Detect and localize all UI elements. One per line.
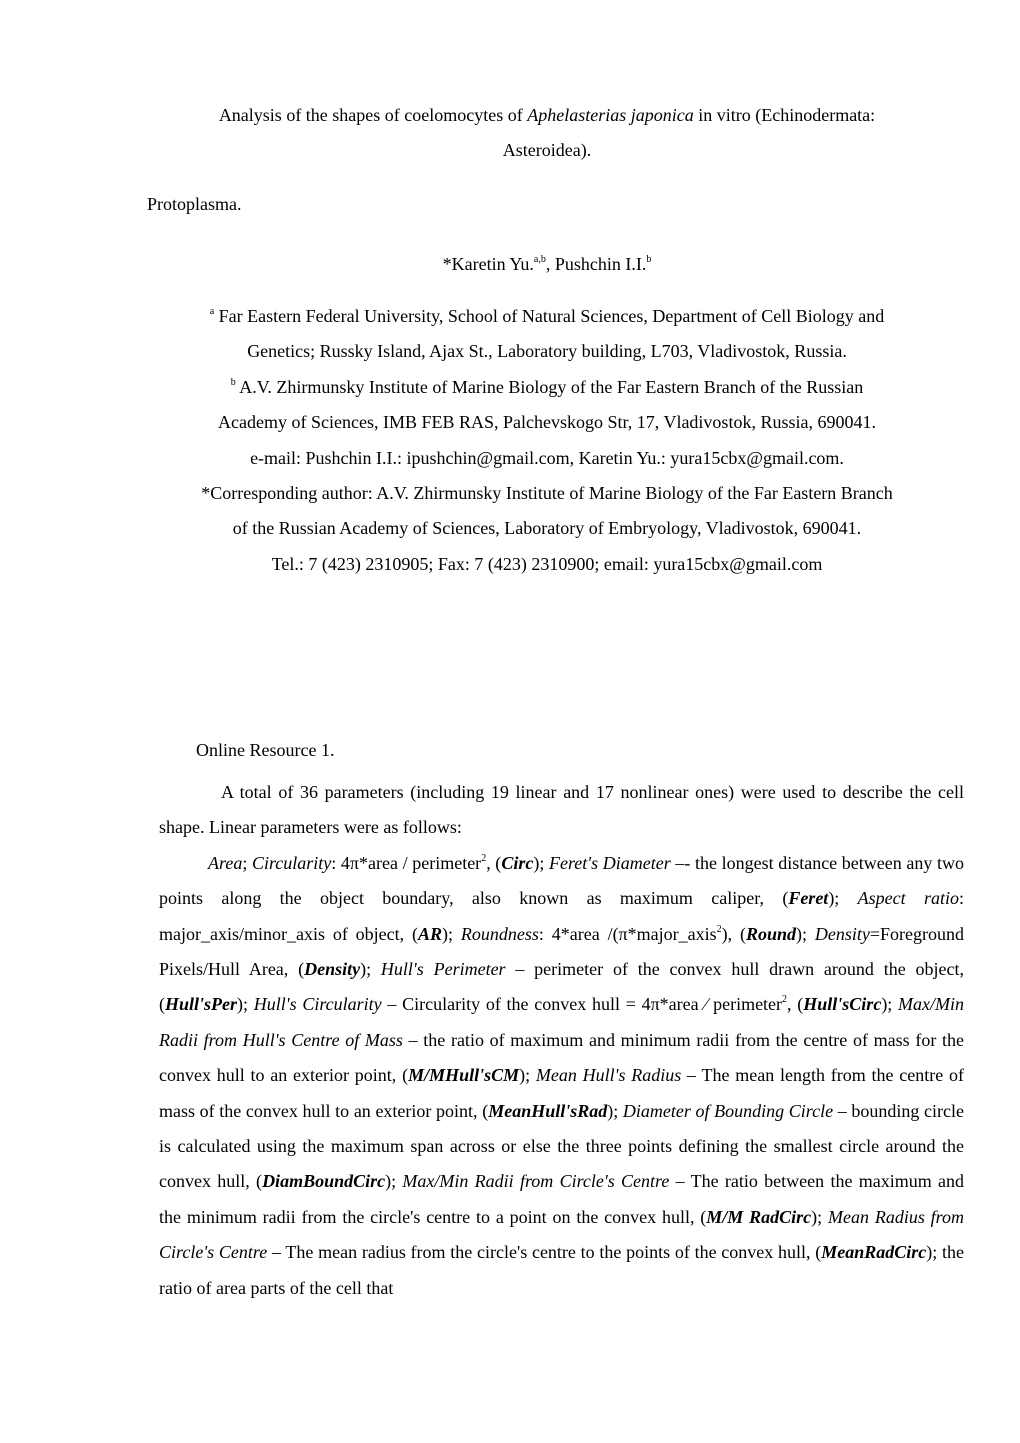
journal-name: Protoplasma. xyxy=(147,194,242,214)
corresponding-author-line-2: of the Russian Academy of Sciences, Laboratory of Embryology, Vladivostok, 690041. xyxy=(232,518,862,539)
parameters-paragraph: Area; Circularity: 4π*area / perimeter$^2$, (Circ); Feret's Diameter –- the longest distance between any two points along the object boundary, also known as maximum caliper, (Feret); Aspect ratio: major_axis/minor_axis of object, (AR); Roundness: 4*area /(π*major_axis$^2$), (Round); Density=Foreground Pixels/Hull Area, (Density); Hull's Perimeter – perimeter of the convex hull drawn around the object, (Hull'sPer); Hull's Circularity – Circularity of the convex hull = 4π*area ⁄ perimeter$^2$, (Hull'sCirc); Max/Min Radii from Hull's Centre of Mass – the ratio of maximum and minimum radii from the centre of mass for the convex hull to an exterior point, (M/MHull'sCM); Mean Hull's Radius – The mean length from the centre of mass of the convex hull to an exterior point, (MeanHull'sRad); Diameter of Bounding Circle – bounding circle is calculated using the maximum span across or else the three points defining the smallest circle around the convex hull, (DiamBoundCirc); Max/Min Radii from Circle's Centre – The ratio between the maximum and the minimum radii from the circle's centre to a point on the convex hull, (M/M RadCirc); Mean Radius from Circle's Centre – The mean radius from the circle's centre to the points of the convex hull, (MeanRadCirc); the ratio of area parts of the cell that xyxy=(159,852,965,1298)
abbr-hull-circ: Hull'sCirc xyxy=(803,994,882,1015)
hull-circularity-description: – Circularity of the convex hull = 4π*area ⁄ perimeter xyxy=(381,994,783,1015)
abbr-ar: AR xyxy=(418,923,443,944)
param-diameter-bounding-circle: Diameter of Bounding Circle xyxy=(622,1100,834,1121)
param-feret: Feret's Diameter xyxy=(548,852,671,873)
contact-line: Tel.: 7 (423) 2310905; Fax: 7 (423) 2310900; email: yura15cbx@gmail.com xyxy=(271,553,823,574)
affiliation-a-line-2: Genetics; Russky Island, Ajax St., Laboratory building, L703, Vladivostok, Russia. xyxy=(247,341,847,362)
param-roundness: Roundness xyxy=(460,923,539,944)
param-max-min-circle: Max/Min Radii from Circle's Centre xyxy=(402,1171,670,1192)
paper-title xyxy=(140,98,954,168)
hull-perimeter-description: – perimeter of the convex hull drawn around the object, ( xyxy=(159,959,964,1015)
author-pushchin: Pushchin I.I. xyxy=(554,254,647,274)
paragraph-tail: ); the ratio of area parts of the cell that xyxy=(159,1242,965,1298)
param-hull-perimeter: Hull's Perimeter xyxy=(380,959,506,980)
superscript-2: 2 xyxy=(481,852,487,864)
author-list xyxy=(140,254,954,275)
superscript-2: 2 xyxy=(716,923,722,935)
title-text-cont: in vitro (Echinodermata: xyxy=(693,105,876,125)
density-description: =Foreground Pixels/Hull Area, ( xyxy=(159,923,964,980)
abbr-feret: Feret xyxy=(788,888,829,909)
param-density: Density xyxy=(814,923,870,944)
roundness-description: : 4*area /(π*major_axis xyxy=(538,923,717,944)
author-2-affiliation-mark: b xyxy=(646,254,652,265)
mean-radius-description: – The mean radius from the circle's centre to the points of the convex hull, ( xyxy=(267,1242,822,1263)
intro-paragraph: A total of 36 parameters (including 19 linear and 17 nonlinear ones) were used to describe the cell shape. Linear parameters were as follows: xyxy=(159,782,964,838)
abbr-round: Round xyxy=(745,923,797,944)
abbr-mean-hull-rad: MeanHull'sRad xyxy=(488,1100,608,1121)
param-area: Area xyxy=(208,852,243,873)
body-text xyxy=(159,775,964,1306)
abbr-hull-per: Hull'sPer xyxy=(165,994,238,1015)
mean-hull-radius-description: – The mean length from the centre of mass of the convex hull to an exterior point, ( xyxy=(159,1065,964,1121)
param-aspect-ratio: Aspect ratio xyxy=(857,888,959,909)
affiliation-b-text: A.V. Zhirmunsky Institute of Marine Biology of the Far Eastern Branch of the Russian xyxy=(235,376,864,397)
param-mean-radius-circle: Mean Radius from Circle's Centre xyxy=(159,1206,964,1263)
title-text: Analysis of the shapes of coelomocytes of xyxy=(218,105,528,125)
abbr-mmhull: M/MHull'sCM xyxy=(408,1065,520,1086)
affiliation-a-text: Far Eastern Federal University, School of Natural Sciences, Department of Cell Biology and xyxy=(214,306,885,326)
circularity-formula: : 4π*area / perimeter xyxy=(331,852,482,873)
affiliation-a-line-1 xyxy=(140,299,954,334)
online-resource-label: Online Resource 1. xyxy=(196,740,335,760)
param-circularity: Circularity xyxy=(251,852,332,873)
max-min-hull-description: – the ratio of maximum and minimum radii from the centre of mass for the convex hull to an exterior point, ( xyxy=(159,1029,964,1086)
feret-description: –- the longest distance between any two points along the object boundary, also known as maximum caliper, ( xyxy=(159,852,964,909)
abbr-density: Density xyxy=(304,959,361,980)
abbr-circ: Circ xyxy=(501,852,534,873)
species-name: Aphelasterias japonica xyxy=(527,105,694,125)
superscript-2: 2 xyxy=(782,994,788,1006)
abbr-mean-rad-circ: MeanRadCirc xyxy=(821,1242,927,1263)
param-hull-circularity: Hull's Circularity xyxy=(253,994,382,1015)
corresponding-author-line-1: *Corresponding author: A.V. Zhirmunsky Institute of Marine Biology of the Far Eastern Branch xyxy=(201,483,893,504)
param-mean-hull-radius: Mean Hull's Radius xyxy=(535,1065,682,1086)
affiliation-b-line-1 xyxy=(140,370,954,405)
affiliation-a-mark: a xyxy=(209,306,215,317)
aspect-ratio-description: : major_axis/minor_axis of object, ( xyxy=(159,888,964,944)
diameter-description: – bounding circle is calculated using the maximum span across or else the three points defining the smallest circle around the convex hull, ( xyxy=(159,1100,964,1192)
author-karetin: *Karetin Yu. xyxy=(442,254,534,274)
affiliation-b-mark: b xyxy=(230,376,236,388)
affiliations-block xyxy=(140,299,954,582)
affiliation-b-line-2: Academy of Sciences, IMB FEB RAS, Palchevskogo Str, 17, Vladivostok, Russia, 690041. xyxy=(218,412,876,433)
author-1-affiliation-mark: a,b xyxy=(533,254,546,265)
title-line-2: Asteroidea). xyxy=(502,140,592,160)
max-min-circle-description: – The ratio between the maximum and the minimum radii from the circle's centre to a point on the convex hull, ( xyxy=(159,1171,964,1227)
param-max-min-hull: Max/Min Radii from Hull's Centre of Mass xyxy=(159,994,965,1050)
author-separator: , xyxy=(545,254,555,274)
abbr-diam-bound-circ: DiamBoundCirc xyxy=(262,1171,386,1192)
email-line: e-mail: Pushchin I.I.: ipushchin@gmail.com, Karetin Yu.: yura15cbx@gmail.com. xyxy=(250,447,844,468)
abbr-mm-rad-circ: M/M RadCirc xyxy=(706,1206,812,1227)
